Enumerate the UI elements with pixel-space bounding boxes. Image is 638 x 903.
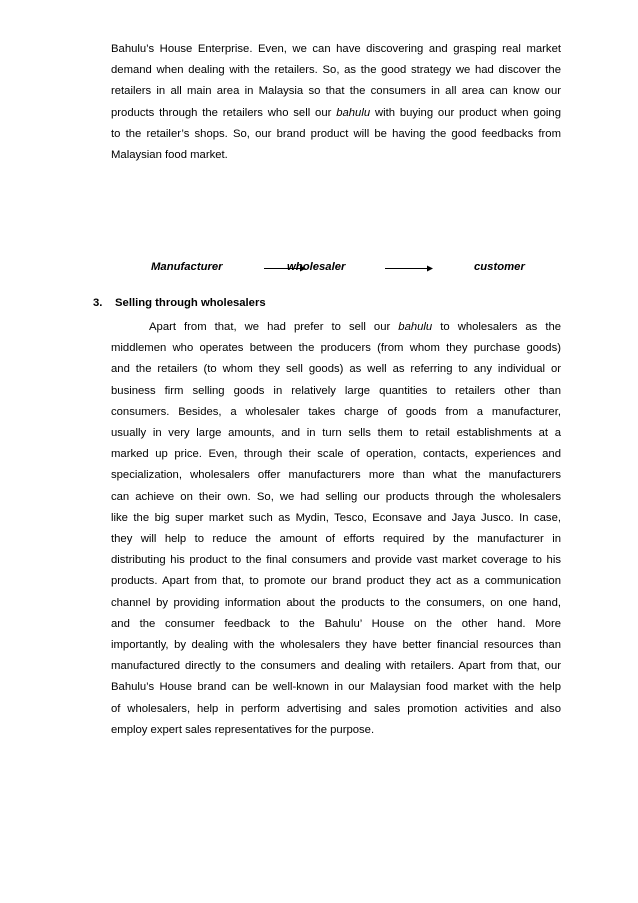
distribution-flow-diagram — [0, 259, 638, 279]
paragraph-line: manufactured directly to the consumers and dealing with retailers. Apart from that, our — [111, 660, 561, 673]
paragraph-line-part: to wholesalers as the — [440, 321, 562, 333]
paragraph-line: usually in very large amounts, and in turn sells them to retail establishments at a — [111, 427, 561, 440]
paragraph-line: retailers in all main area in Malaysia so that the consumers in all area can know our — [111, 85, 561, 98]
flow-node-customer: customer — [474, 261, 525, 273]
paragraph-line: Bahulu’s House brand can be well-known in our Malaysian food market with the help — [111, 681, 561, 694]
paragraph-line: products. Apart from that, to promote our brand product they act as a communication — [111, 575, 561, 588]
paragraph-line: demand when dealing with the retailers. So, as the good strategy we had discover the — [111, 64, 561, 77]
paragraph-line: business firm selling goods in relatively large quantities to retailers other than — [111, 384, 561, 397]
paragraph-line — [111, 317, 561, 338]
paragraph-line: importantly, by dealing with the wholesalers they have better financial resources than — [111, 639, 561, 652]
paragraph-line: distributing his product to the final consumers and provide vast market coverage to his — [111, 554, 561, 567]
section-heading — [93, 297, 266, 309]
paragraph-line: can achieve on their own. So, we had selling our products through the wholesalers — [111, 490, 561, 503]
paragraph-line: middlemen who operates between the producers (from whom they purchase goods) — [111, 342, 561, 355]
flow-node-manufacturer: Manufacturer — [151, 261, 223, 273]
flow-arrow-icon — [385, 259, 433, 279]
paragraph-line: specialization, wholesalers offer manufacturers more than what the manufacturers — [111, 469, 561, 482]
paragraph-line: like the big super market such as Mydin, Tesco, Econsave and Jaya Jusco. In case, — [111, 511, 561, 524]
paragraph-line: and the retailers (to whom they sell goods) as well as referring to any individual or — [111, 363, 561, 376]
paragraph-line: channel by providing information about the products to the consumers, on one hand, — [111, 596, 561, 609]
paragraph-line: employ expert sales representatives for the purpose. — [111, 723, 375, 736]
paragraph-line: they will help to reduce the amount of efforts required by the manufacturer in — [111, 533, 561, 546]
paragraph-line: of wholesalers, help in perform advertising and sales promotion activities and also — [111, 702, 561, 715]
section-title: Selling through wholesalers — [115, 297, 266, 309]
paragraph-line: consumers. Besides, a wholesaler takes charge of goods from a manufacturer, — [111, 405, 561, 418]
paragraph-line: and the consumer feedback to the Bahulu’ House on the other hand. More — [111, 617, 561, 630]
section-number: 3. — [93, 297, 103, 309]
bahulu-italic-term: bahulu — [336, 106, 371, 119]
paragraph-line: to the retailer’s shops. So, our brand product will be having the good feedbacks from — [111, 127, 561, 140]
paragraph-selling-through-wholesalers — [111, 317, 561, 741]
paragraph-line: Malaysian food market. — [111, 149, 228, 162]
paragraph-line: marked up price. Even, through their scale of operation, contacts, experiences and — [111, 448, 561, 461]
paragraph-line: Bahulu’s House Enterprise. Even, we can have discovering and grasping real market — [111, 43, 561, 55]
paragraph-line — [111, 103, 561, 124]
bahulu-italic-term: bahulu — [398, 321, 433, 333]
paragraph-bahulu-house-enterprise — [111, 39, 561, 166]
paragraph-line-part: products through the retailers who sell our — [111, 106, 332, 119]
flow-node-wholesaler: wholesaler — [287, 261, 346, 273]
paragraph-line-part: with buying our product when going — [374, 106, 562, 119]
paragraph-line-part: Apart from that, we had prefer to sell our — [149, 321, 391, 333]
